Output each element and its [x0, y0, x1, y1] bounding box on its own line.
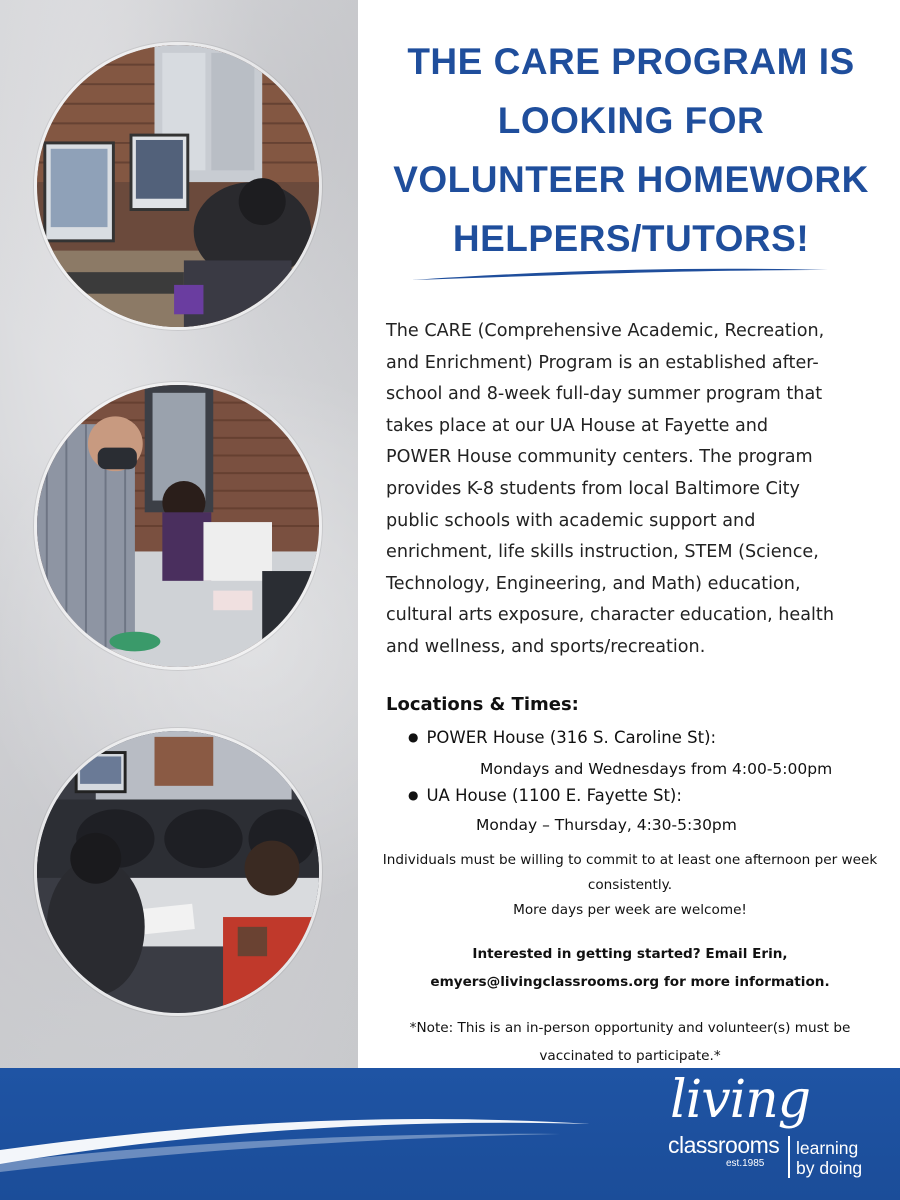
- headline-line-4: HELPERS/TUTORS!: [452, 218, 810, 259]
- locations-heading: Locations & Times:: [386, 694, 579, 715]
- intro-line: The CARE (Comprehensive Academic, Recreation,: [386, 321, 825, 341]
- location-item: [408, 728, 716, 747]
- note-line: vaccinated to participate.*: [539, 1048, 721, 1064]
- location-time: Monday – Thursday, 4:30-5:30pm: [476, 816, 737, 834]
- swoosh-divider-icon: [410, 262, 830, 286]
- logo-tagline-1: learning: [796, 1138, 859, 1158]
- commitment-line: consistently.: [587, 877, 673, 893]
- commitment-text: [362, 848, 898, 923]
- headline-line-1: THE CARE PROGRAM IS: [407, 41, 855, 82]
- photo-students-studying: [34, 728, 322, 1016]
- intro-line: cultural arts exposure, character education, health: [386, 605, 834, 626]
- headline-line-3: VOLUNTEER HOMEWORK: [393, 159, 869, 200]
- logo-brand-bottom: classrooms: [668, 1132, 780, 1158]
- commitment-line: More days per week are welcome!: [513, 902, 747, 918]
- intro-line: enrichment, life skills instruction, STEM (Science,: [386, 542, 819, 563]
- contact-line: Interested in getting started? Email Erin,: [472, 946, 788, 962]
- headline: [368, 32, 894, 268]
- headline-line-2: LOOKING FOR: [497, 100, 765, 141]
- logo-divider: [788, 1136, 790, 1178]
- commitment-line: Individuals must be willing to commit to at least one afternoon per week: [382, 852, 878, 868]
- intro-line: and wellness, and sports/recreation.: [386, 636, 706, 657]
- logo-tagline: [796, 1138, 862, 1178]
- intro-line: school and 8-week full-day summer program that: [386, 384, 823, 405]
- location-item: [408, 786, 682, 805]
- intro-line: provides K-8 students from local Baltimore City: [386, 478, 800, 499]
- intro-line: POWER House community centers. The program: [386, 447, 813, 468]
- contact-text: [362, 940, 898, 996]
- location-name: UA House (1100 E. Fayette St):: [426, 786, 682, 805]
- intro-line: public schools with academic support and: [386, 510, 756, 531]
- intro-line: and Enrichment) Program is an established after-: [386, 352, 819, 373]
- location-name: POWER House (316 S. Caroline St):: [426, 728, 717, 747]
- photo-column: [0, 0, 358, 1068]
- photo-tutor-helping: [34, 382, 322, 670]
- vaccination-note: [362, 1014, 898, 1070]
- note-line: *Note: This is an in-person opportunity and volunteer(s) must be: [409, 1020, 851, 1036]
- photo-computer-lab: [34, 42, 322, 330]
- living-classrooms-logo: [664, 1070, 884, 1188]
- logo-brand-top: living: [670, 1070, 811, 1130]
- location-time: Mondays and Wednesdays from 4:00-5:00pm: [480, 760, 833, 778]
- intro-line: takes place at our UA House at Fayette and: [386, 415, 769, 436]
- contact-email-line[interactable]: emyers@livingclassrooms.org for more information.: [430, 974, 830, 990]
- logo-established: est.1985: [726, 1158, 765, 1169]
- program-description: [386, 316, 886, 664]
- bullet-dot-icon: ●: [408, 788, 419, 802]
- intro-line: Technology, Engineering, and Math) education,: [386, 573, 801, 594]
- logo-tagline-2: by doing: [796, 1158, 863, 1178]
- bullet-dot-icon: ●: [408, 730, 419, 744]
